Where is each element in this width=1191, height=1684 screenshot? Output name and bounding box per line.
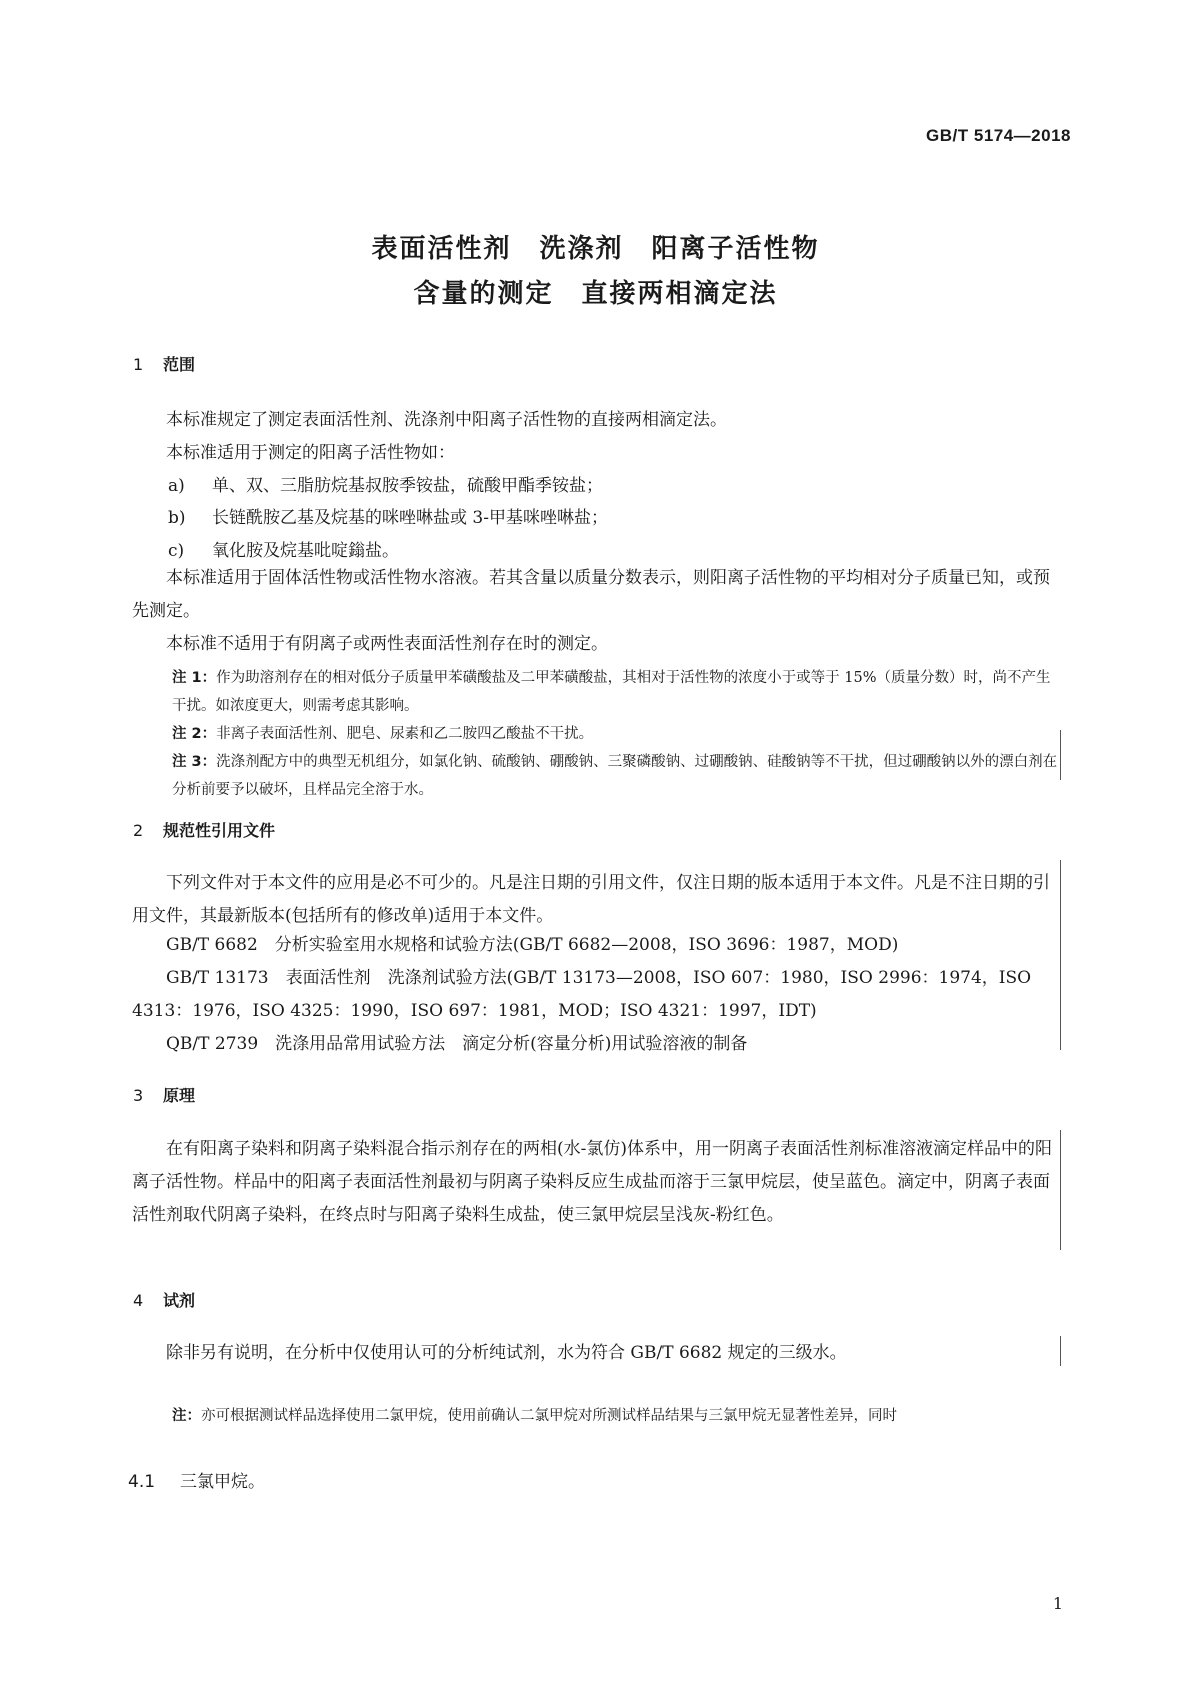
title-line-2: 含量的测定 直接两相滴定法 — [413, 279, 778, 309]
note-2: 注 2：非离子表面活性剂、肥皂、尿素和乙二胺四乙酸盐不干扰。 — [172, 726, 594, 742]
section-2-heading: 2 规范性引用文件 — [133, 821, 276, 840]
scope-paragraph-1: 本标准规定了测定表面活性剂、洗涤剂中阳离子活性物的直接两相滴定法。 — [166, 410, 727, 430]
note-label: 注： — [172, 1408, 201, 1424]
refs-intro: 下列文件对于本文件的应用是必不可少的。凡是注日期的引用文件，仅注日期的版本适用于本文件。凡是不注日期的引用文件，其最新版本(包括所有的修改单)适用于本文件。 — [132, 873, 1050, 926]
section-1-heading — [133, 352, 195, 375]
note-1: 注 1：作为助溶剂存在的相对低分子质量甲苯磺酸盐及二甲苯磺酸盐，其相对于活性物的浓度小于或等于 15%（质量分数）时，尚不产生干扰。如浓度更大，则需考虑其影响。 — [172, 670, 1051, 714]
note-label: 注 3： — [172, 754, 217, 770]
scope-paragraph-3: 本标准适用于固体活性物或活性物水溶液。若其含量以质量分数表示，则阳离子活性物的平均相对分子质量已知，或预先测定。 — [132, 568, 1050, 621]
note-label: 注 2： — [172, 726, 217, 742]
reagents-paragraph: 除非另有说明，在分析中仅使用认可的分析纯试剂，水为符合 GB/T 6682 规定的三级水。 — [166, 1343, 847, 1363]
revision-bar — [1060, 1130, 1061, 1250]
page-number: 1 — [1052, 1594, 1063, 1613]
scope-paragraph-4: 本标准不适用于有阴离子或两性表面活性剂存在时的测定。 — [166, 634, 608, 654]
revision-bar — [1060, 860, 1061, 1050]
reference-1: GB/T 6682 分析实验室用水规格和试验方法(GB/T 6682—2008，ISO 3696：1987，MOD) — [166, 935, 899, 955]
subsection-number: 4.1 — [128, 1472, 156, 1492]
standard-code: GB/T 5174—2018 — [926, 126, 1071, 145]
revision-bar — [1060, 1336, 1061, 1366]
revision-bar — [1060, 730, 1061, 780]
section-3-heading: 3 原理 — [133, 1086, 196, 1105]
title-line-1: 表面活性剂 洗涤剂 阳离子活性物 — [371, 234, 820, 264]
reference-2: GB/T 13173 表面活性剂 洗涤剂试验方法(GB/T 13173—2008，ISO 607：1980，ISO 2996：1974，ISO 4313：1976，ISO 4325：1990，ISO 697：1981，MOD；ISO 4321：1997，IDT) — [132, 968, 1032, 1021]
list-item: a) 单、双、三脂肪烷基叔胺季铵盐，硫酸甲酯季铵盐； — [168, 476, 603, 496]
note-label: 注 1： — [172, 670, 217, 686]
list-item: b) 长链酰胺乙基及烷基的咪唑啉盐或 3-甲基咪唑啉盐； — [168, 508, 608, 528]
reagent-note: 注：亦可根据测试样品选择使用二氯甲烷，使用前确认二氯甲烷对所测试样品结果与三氯甲烷无显著性差异，同时 — [172, 1408, 897, 1424]
section-title: 范围 — [163, 355, 196, 374]
subsection-4-1: 4.1 三氯甲烷。 — [128, 1472, 265, 1492]
principle-paragraph: 在有阳离子染料和阴离子染料混合指示剂存在的两相(水-氯仿)体系中，用一阴离子表面活性剂标准溶液滴定样品中的阳离子活性物。样品中的阳离子表面活性剂最初与阴离子染料反应生成盐而溶于三氯甲烷层，使呈蓝色。滴定中，阴离子表面活性剂取代阴离子染料，在终点时与阳离子染料生成盐，使三氯甲烷层呈浅灰-粉红色。 — [132, 1139, 1053, 1225]
reference-3: QB/T 2739 洗涤用品常用试验方法 滴定分析(容量分析)用试验溶液的制备 — [166, 1034, 748, 1054]
note-3: 注 3：洗涤剂配方中的典型无机组分，如氯化钠、硫酸钠、硼酸钠、三聚磷酸钠、过硼酸钠、硅酸钠等不干扰，但过硼酸钠以外的漂白剂在分析前要予以破坏，且样品完全溶于水。 — [172, 754, 1058, 798]
section-number: 1 — [133, 355, 144, 374]
list-item: c) 氧化胺及烷基吡啶鎓盐。 — [168, 541, 399, 561]
section-4-heading: 4 试剂 — [133, 1291, 196, 1310]
scope-paragraph-2: 本标准适用于测定的阳离子活性物如： — [166, 443, 455, 463]
